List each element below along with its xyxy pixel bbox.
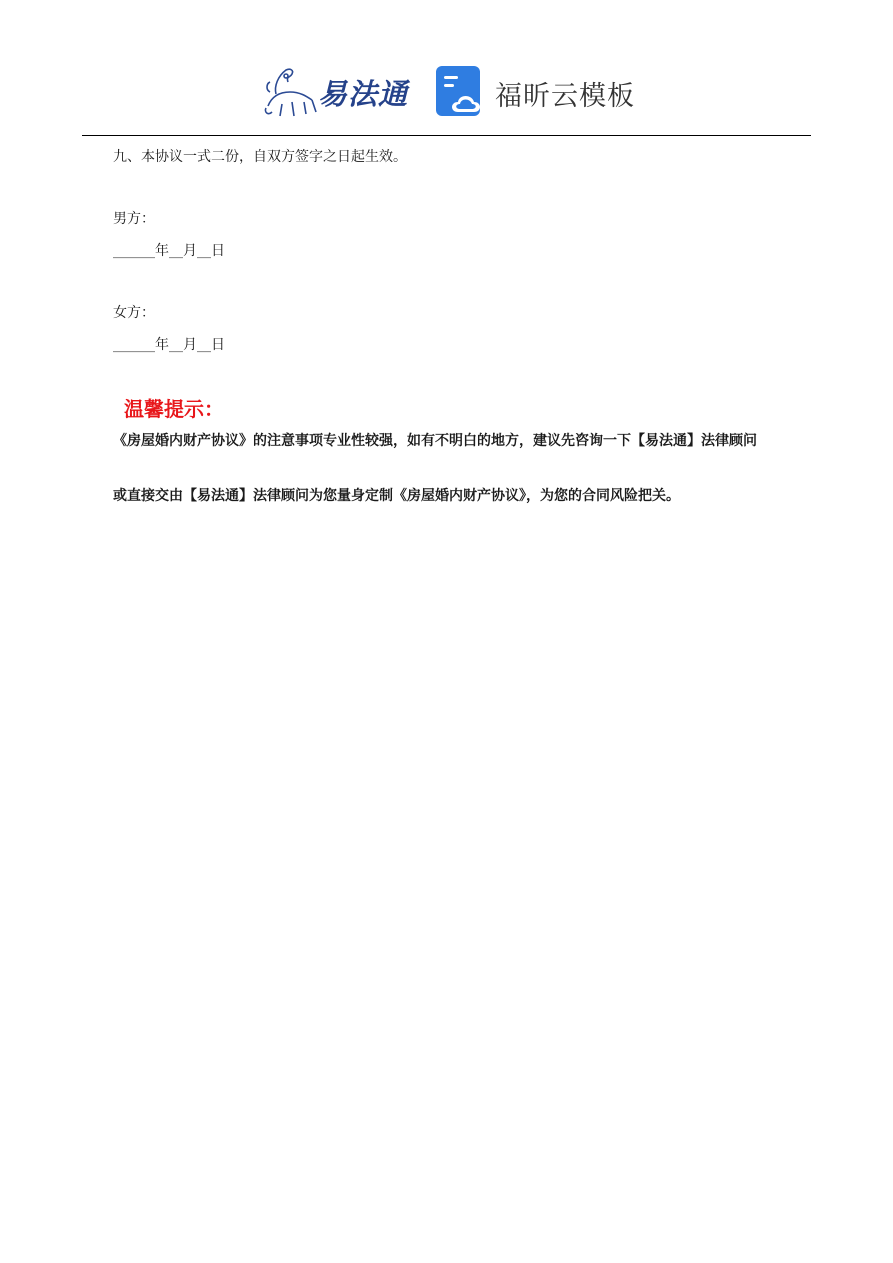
clause-nine: 九、本协议一式二份，自双方签字之日起生效。: [113, 149, 407, 165]
female-signature-label: 女方：: [113, 305, 155, 321]
tip-title: 温馨提示：: [124, 397, 224, 421]
male-signature-label: 男方：: [113, 211, 155, 227]
tip-text-line-2: 或直接交由【易法通】法律顾问为您量身定制《房屋婚内财产协议》，为您的合同风险把关。: [113, 488, 680, 504]
page-header: [0, 0, 893, 136]
female-signature-date: ______年__月__日: [113, 337, 225, 353]
brand-yifatong: 易法通: [318, 77, 409, 111]
cloud-template-icon: [436, 66, 488, 118]
brand-foxit-template: 福昕云模板: [495, 81, 635, 112]
tip-text-line-1: 《房屋婚内财产协议》的注意事项专业性较强，如有不明白的地方，建议先咨询一下【易法通】法律顾问: [113, 433, 757, 449]
male-signature-date: ______年__月__日: [113, 243, 225, 259]
header-divider: [82, 135, 811, 136]
